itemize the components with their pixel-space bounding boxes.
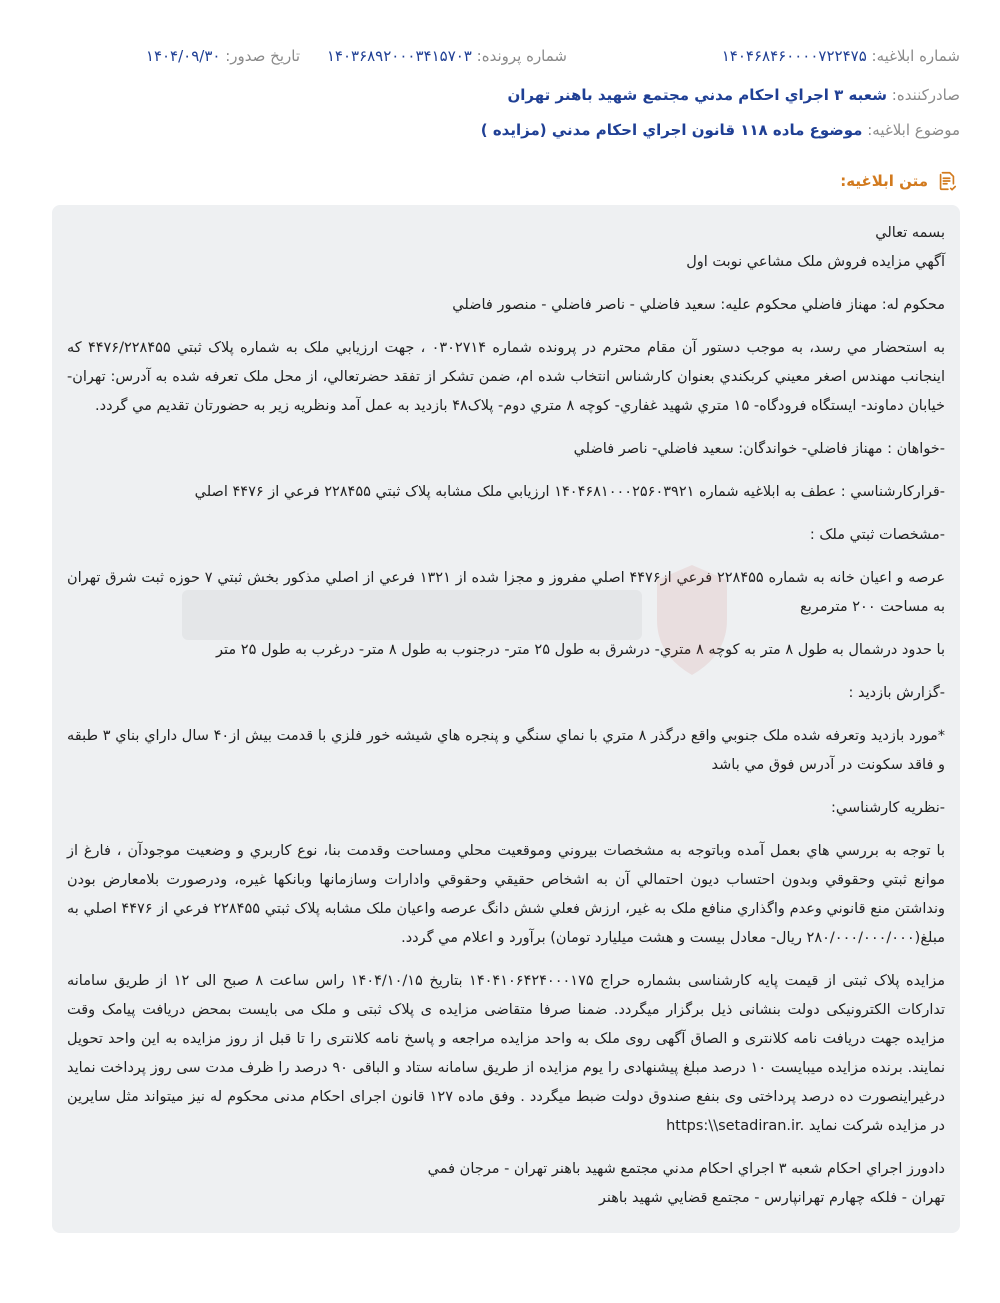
boundaries-line: با حدود درشمال به طول ۸ متر به کوچه ۸ متري- درشرق به طول ۲۵ متر- درجنوب به طول ۸ متر- درغرب به طول ۲۵ متر bbox=[216, 642, 945, 658]
document-text-icon bbox=[936, 170, 958, 192]
issuer-row bbox=[40, 86, 960, 104]
section-header bbox=[840, 170, 958, 192]
notice-number-value: ۱۴۰۴۶۸۴۶۰۰۰۰۷۲۲۴۷۵ bbox=[721, 47, 867, 65]
visit-report: *مورد بازديد وتعرفه شده ملک جنوبي واقع درگذر ۸ متري با نماي سنگي و پنجره هاي شيشه خور فلزي با قدمت بيش از۴۰ سال داراي بناي ۳ طبقه و فاقد سکونت در آدرس فوق مي باشد bbox=[67, 728, 946, 773]
expert-order-line: -قرارکارشناسي : عطف به ابلاغيه شماره ۱۴۰۴۶۸۱۰۰۰۲۵۶۰۳۹۲۱ ارزيابي ملک مشابه پلاک ثبتي ۲۲۸۴۵۵ فرعي از ۴۴۷۶ اصلي bbox=[194, 484, 945, 500]
notice-number bbox=[722, 47, 960, 65]
issue-date bbox=[146, 47, 300, 65]
subject-row bbox=[40, 121, 960, 139]
issue-date-label: تاريخ صدور: bbox=[225, 47, 300, 65]
issuer-label: صادرکننده: bbox=[891, 86, 960, 104]
opinion-heading: -نظريه کارشناسي: bbox=[831, 800, 945, 816]
signature-line: دادورز اجراي احکام شعبه ۳ اجراي احکام مدني مجتمع شهيد باهنر تهران - مرجان فمي bbox=[427, 1161, 945, 1177]
visit-heading: -گزارش بازديد : bbox=[848, 685, 945, 701]
case-number bbox=[327, 47, 567, 65]
issuer-value: شعبه ۳ اجراي احکام مدني مجتمع شهيد باهنر تهران bbox=[507, 86, 887, 104]
setadiran-link[interactable]: https:\\setadiran.ir. bbox=[666, 1118, 805, 1134]
parties-line: محکوم له: مهناز فاضلي محکوم عليه: سعيد فاضلي - ناصر فاضلي - منصور فاضلي bbox=[452, 297, 945, 313]
heading-title: آگهي مزايده فروش ملک مشاعي نوبت اول bbox=[686, 254, 945, 270]
notice-number-label: شماره ابلاغيه: bbox=[871, 47, 960, 65]
auction-paragraph bbox=[67, 967, 945, 1141]
subject-value: موضوع ماده ۱۱۸ قانون اجراي احکام مدني (مزايده ) bbox=[480, 121, 863, 139]
paragraph-intro: به استحضار مي رسد، به موجب دستور آن مقام محترم در پرونده شماره ۰۳۰۲۷۱۴ ، جهت ارزيابي ملک به شماره پلاک ثبتي ۴۴۷۶/۲۲۸۴۵۵ که اينجانب مهندس اصغر معيني کربکندي بعنوان کارشناس انتخاب شده ام، ضمن تشکر از تفقد حضرتعالي، از محل ملک تعرفه شده به آدرس: تهران- خيابان دماوند- ايستگاه فرودگاه- ۱۵ متري شهيد غفاري- کوچه ۸ متري دوم- پلاک۴۸ بازديد به عمل آمد ونظريه زير به حضورتان تقديم مي گردد. bbox=[67, 340, 945, 414]
issue-date-value: ۱۴۰۴/۰۹/۳۰ bbox=[145, 47, 221, 65]
case-number-value: ۱۴۰۳۶۸۹۲۰۰۰۳۴۱۵۷۰۳ bbox=[326, 47, 472, 65]
heading-basmala: بسمه تعالي bbox=[875, 225, 945, 241]
address-line: تهران - فلکه چهارم تهرانپارس - مجتمع قضايي شهيد باهنر bbox=[598, 1190, 945, 1206]
auction-text: مزايده پلاک ثبتی از قيمت پايه کارشناسی بشماره حراج ۱۴۰۴۱۰۶۴۲۴۰۰۰۱۷۵ بتاريخ ۱۴۰۴/۱۰/۱۵ راس ساعت ۸ صبح الی ۱۲ از طريق سامانه تدارکات الکترونيکی دولت بنشانی ذيل برگزار ميگردد. ضمنا صرفا متقاضی مزايده ی پلاک ثبتی و ملک می بايست بمحض دريافت پيامک وقت مزايده جهت دريافت نامه کلانتری و الصاق آگهی روی ملک به واحد مزايده مراجعه و پاسخ نامه کلانتری را تا قبل از روز مزايده به اين واحد تحويل نمايند. برنده مزايده ميبايست ۱۰ درصد مبلغ پيشنهادی را يوم مزايده از طريق سامانه ستاد و الباقی ۹۰ درصد را ظرف مدت سی روز پرداخت نمايد درغيراينصورت ده درصد پرداختی وی بنفع صندوق دولت ضبط ميگردد . وفق ماده ۱۲۷ قانون اجرای احکام مدنی محکوم له نيز ميتواند مثل سايرين در مزايده شرکت نمايد bbox=[67, 973, 946, 1134]
plaintiff-line: -خواهان : مهناز فاضلي- خواندگان: سعيد فاضلي- ناصر فاضلي bbox=[573, 441, 945, 457]
subject-label: موضوع ابلاغيه: bbox=[867, 121, 960, 139]
opinion-text: با توجه به بررسي هاي بعمل آمده وباتوجه به مشخصات بيروني وموقعيت محلي ومساحت وقدمت بنا، نوع کاربري و وضعيت موجودآن ، فارغ از موانع ثبتي وحقوقي وبدون احتساب ديون احتمالي آن به اشخاص حقيقي وحقوقي وادارات وسازمانها وبانکها غيره، ودرصورت بلامعارض بودن ونداشتن منع قانوني وعدم واگذاري منافع ملک به غير، ارزش فعلي شش دانگ عرصه واعيان ملک مشابه پلاک ثبتي ۲۲۸۴۵۵ فرعي از ۴۴۷۶ اصلي به مبلغ(۲۸۰/۰۰۰/۰۰۰/۰۰۰ ريال- معادل بيست و هشت ميليارد تومان) برآورد و اعلام مي گردد. bbox=[67, 843, 945, 946]
notice-body bbox=[52, 205, 960, 1233]
registry-heading: -مشخصات ثبتي ملک : bbox=[809, 527, 945, 543]
case-number-label: شماره پرونده: bbox=[476, 47, 567, 65]
section-title: متن ابلاغيه: bbox=[840, 172, 928, 190]
registry-details: عرصه و اعيان خانه به شماره ۲۲۸۴۵۵ فرعي از۴۴۷۶ اصلي مفروز و مجزا شده از ۱۳۲۱ فرعي از اصلي مذکور بخش ثبتي ۷ حوزه ثبت شرق تهران به مساحت ۲۰۰ مترمربع bbox=[67, 570, 946, 615]
